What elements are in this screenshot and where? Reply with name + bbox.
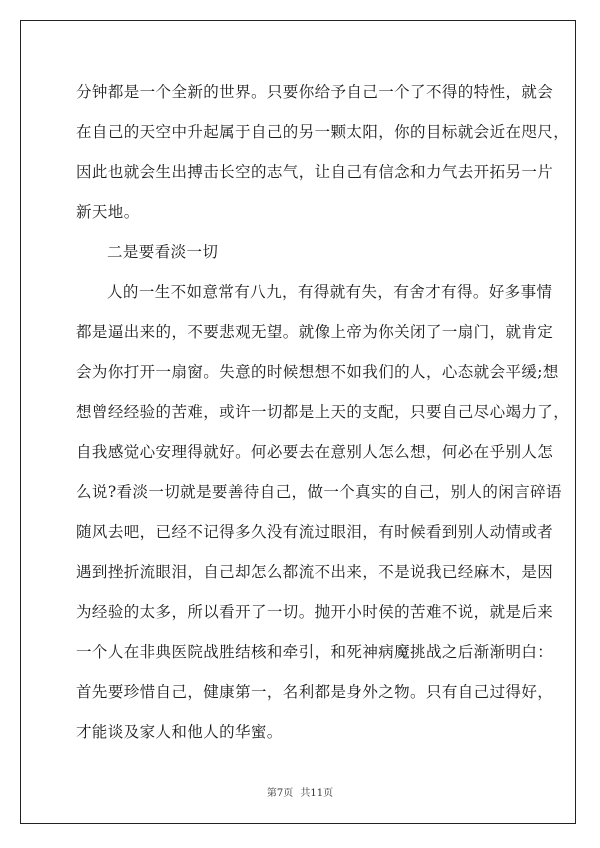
text-line: 分 钟 都 是 一 个 全 新 的 世 界 。 只 要 你 给 予 自 己 一 个 了 不 得 的 特 性 ， 就 会 — [76, 83, 554, 101]
text-line: 都 是 逼 出 来 的 ， 不 要 悲 观 无 望 。 就 像 上 帝 为 你 关 闭 了 一 扇 门 ， 就 肯 定 — [76, 323, 554, 341]
text-line: 新天地。 — [76, 203, 140, 221]
text-line: 自 我 感 觉 心 安 理 得 就 好 。 何 必 要 去 在 意 别 人 怎 么 想 ， 何 必 在 乎 别 人 怎 — [76, 443, 554, 461]
section-heading: 二是要看淡一切 — [107, 243, 219, 261]
text-line: 遇 到 挫 折 流 眼 泪 ， 自 己 却 怎 么 都 流 不 出 来 ， 不 是 说 我 已 经 麻 木 ， 是 因 — [76, 563, 554, 581]
current-page-number: 第7页 — [266, 788, 294, 799]
text-line: 随 风 去 吧 ， 已 经 不 记 得 多 久 没 有 流 过 眼 泪 ， 有 时 候 看 到 别 人 动 情 或 者 — [76, 523, 554, 541]
document-body — [76, 72, 570, 752]
text-line: 在 自 己 的 天 空 中 升 起 属 于 自 己 的 另 一 颗 太 阳 ， 你 的 目 标 就 会 近 在 咫 尺 ， — [76, 123, 570, 141]
text-line: 为 经 验 的 太 多 ， 所 以 看 开 了 一 切 。 抛 开 小 时 侯 的 苦 难 不 说 ， 就 是 后 来 — [76, 603, 554, 621]
text-line: 首 先 要 珍 惜 自 己 ， 健 康 第 一 ， 名 利 都 是 身 外 之 物 。 只 有 自 己 过 得 好 ， — [76, 683, 554, 701]
total-page-count: 共11页 — [300, 788, 334, 799]
text-line: 么 说 ? 看 淡 一 切 就 是 要 善 待 自 己 ， 做 一 个 真 实 的 自 己 ， 别 人 的 闲 言 碎 语 — [76, 483, 562, 501]
page-footer — [0, 784, 600, 799]
text-line: 一 个 人 在 非 典 医 院 战 胜 结 核 和 牵 引 ， 和 死 神 病 魔 挑 战 之 后 渐 渐 明 白 ： — [76, 643, 554, 661]
text-line: 会 为 你 打 开 一 扇 窗 。 失 意 的 时 候 想 想 不 如 我 们 的 人 ， 心 态 就 会 平 缓 ; 想 — [76, 363, 559, 381]
text-line: 人 的 一 生 不 如 意 常 有 八 九 ， 有 得 就 有 失 ， 有 舍 才 有 得 。 好 多 事 情 — [107, 283, 553, 301]
text-line: 想 曾 经 经 验 的 苦 难 ， 或 许 一 切 都 是 上 天 的 支 配 ， 只 要 自 己 尽 心 竭 力 了 ， — [76, 403, 570, 421]
text-line: 才能谈及家人和他人的华蜜。 — [76, 723, 283, 741]
text-line: 因 此 也 就 会 生 出 搏 击 长 空 的 志 气 ， 让 自 己 有 信 念 和 力 气 去 开 拓 另 一 片 — [76, 163, 554, 181]
